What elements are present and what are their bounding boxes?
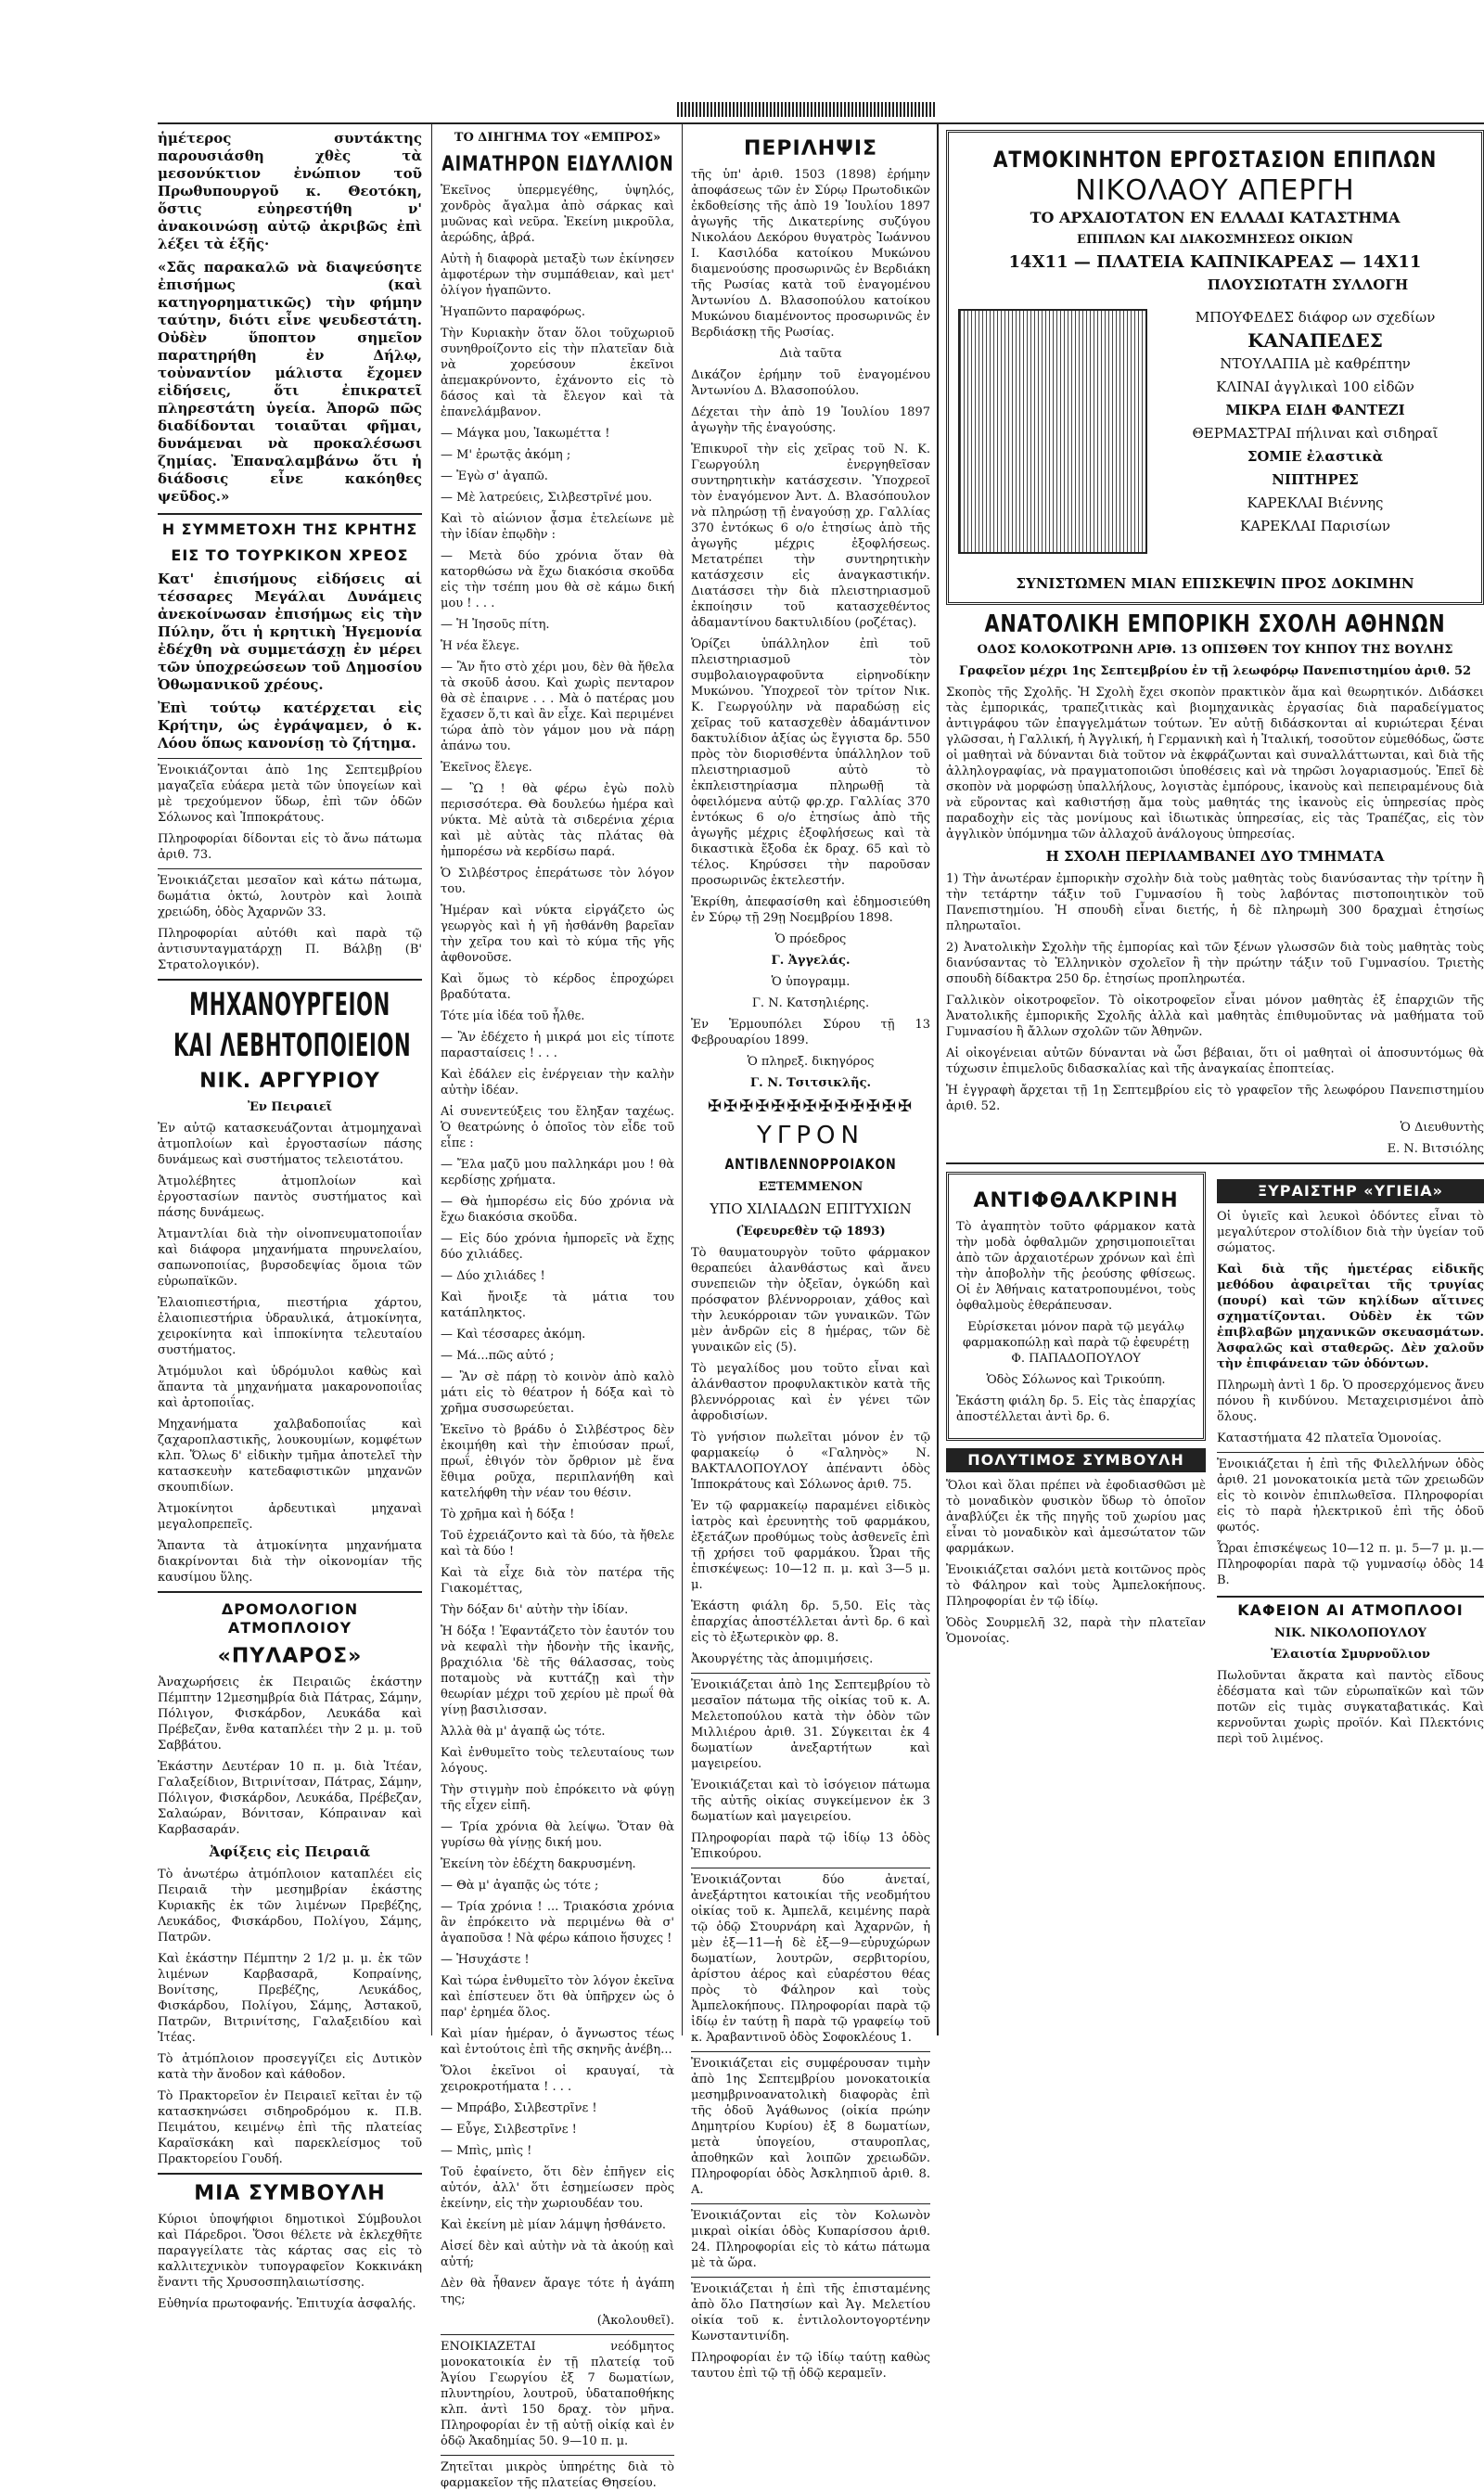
school-signature: Ὁ Διευθυντὴς [1400, 1121, 1484, 1135]
ad-text: Κύριοι ὑποψήφιοι δημοτικοὶ Σύμβουλοι καὶ Πάρεδροι. Ὅσοι θέλετε νὰ ἐκλεχθῆτε παραγγείλατε τὰς κάρτας σας εἰς τὸ καλλιτεχνικὸν τυπογραφεῖον Κοκκινάκη ἔναντι τῆς Χρυσοσπηλαιωτίσσης. [158, 2213, 422, 2290]
classified-ad: Πληροφορίαι παρὰ τῷ ἰδίῳ 13 ὁδὸς Ἐπικούρου. [691, 1831, 930, 1861]
lower-right [1217, 1172, 1484, 1753]
furniture-item: ΚΑΡΕΚΛΑΙ Βιέννης [1247, 494, 1384, 511]
furniture-item: ΜΠΟΥΦΕΔΕΣ διάφορ ων σχεδίων [1195, 309, 1436, 326]
story-text: Ἡ δόξα ! Ἐφαντάζετο τὸν ἑαυτόν του νὰ κεφαλὶ τὴν ἡδονὴν τῆς ἱκανῆς, βραχιόλια 'δὲ τῆς θάλασσας, τοὺς ποταμοὺς νὰ κυττάζῃ καὶ τὴν θεωρίαν μέχρι τοῦ χερίου μὲ πρωΐ θὰ γίνῃ βασιλισσαν. [441, 1624, 674, 1717]
ad-text: Ἐνοικιάζεται σαλόνι μετὰ κοιτῶνος πρὸς τὸ Φάληρον καὶ τοὺς Ἀμπελοκήπους. Πληροφορίαι ἐν τῷ ἰδίῳ. [946, 1563, 1206, 1609]
steamship-name: «ΠΥΛΑΡΟΣ» [217, 1645, 363, 1668]
story-text: Ἐκεῖνος ὑπερμεγέθης, ὑψηλός, χονδρὸς ἄγαλμα ἀπὸ σάρκας καὶ μυῶνας καὶ νεῦρα. Ἐκείνη μικροῦλα, ἀερώδης, ἁβρά. [441, 184, 674, 245]
cabinet-illustration [958, 309, 1147, 554]
furniture-item: ΘΕΡΜΑΣΤΡΑΙ πήλιναι καὶ σιδηραῖ [1192, 425, 1439, 442]
story-text: Καὶ ἐνθυμεῖτο τοὺς τελευταίους των λόγους. [441, 1746, 674, 1776]
story-text: Τὴν Κυριακὴν ὅταν ὅλοι τοῦχωριοῦ συνηθροίζοντο εἰς τὴν πλατεῖαν διὰ νὰ χορεύσουν ἐκεῖνοι ἀπεμακρύνοντο, ἐχάνοντο εἰς τὸ δάσος καὶ τὰ ἔλεγον καὶ τὰ ἐπανελάμβανον. [441, 327, 674, 419]
column-4 [946, 130, 1484, 2041]
ad-text: Εὐθηνία πρωτοφανής. Ἐπιτυχία ἀσφαλής. [158, 2297, 416, 2311]
ad-text: Ὁδὸς Σόλωνος καὶ Τρικούπη. [986, 1373, 1166, 1387]
furniture-heading: ΑΤΜΟΚΙΝΗΤΟΝ ΕΡΓΟΣΤΑΣΙΟΝ ΕΠΙΠΛΩΝ [992, 147, 1438, 173]
classified-ad: Ἐνοικιάζεται ἡ ἐπὶ τῆς Φιλελλήνων ὁδὸς ἀριθ. 21 μονοκατοικία μετὰ τῶν χρειωδῶν εἰς τὸ κοινὸν ἐπιπλωθεῖσα. Πληροφορίαι εἰς τὸ παρὰ ἠλεκτρικοῦ ἐπὶ τῆς ὁδοῦ φωτός. [1217, 1452, 1484, 1535]
furniture-items [1162, 309, 1468, 541]
column-rule [431, 124, 432, 2035]
school-heading: ΑΝΑΤΟΛΙΚΗ ΕΜΠΟΡΙΚΗ ΣΧΟΛΗ ΑΘΗΝΩΝ [984, 610, 1446, 638]
ad-text: Τὸ μεγαλίδος μου τοῦτο εἶναι καὶ ἀλάνθαστον προφυλακτικὸν κατὰ τῆς βλεννόρροιας καὶ ἐν γένει τῶν ἀφροδισίων. [691, 1362, 930, 1423]
ad-text: Εὑρίσκεται μόνον παρὰ τῷ μεγάλῳ φαρμακοπώλῃ καὶ παρὰ τῷ ἐφευρέτῃ Φ. ΠΑΠΑΔΟΠΟΥΛΟΥ [962, 1320, 1190, 1366]
classified-ad: Ἐνοικιάζονται δύο ἀνεταί, ἀνεξάρτητοι κατοικίαι τῆς νεοδμήτου οἰκίας τοῦ κ. Ἀμπελᾶ, κειμένης παρὰ τῷ ὁδῷ Στουρνάρη καὶ Ἀχαρνῶν, ἡ μὲν ἐξ—11—ἡ δὲ ἐξ—9—εὐρυχώρων δωματίων, λουτρῶν, σερβιτορίου, ἀρίστου ἀέρος καὶ εὐαρέστου θέας πρὸς τὸ Φάληρον καὶ τοὺς Ἀμπελοκήπους. Πληροφορίαι παρὰ τῷ ἰδίῳ ἐν ταύτῃ ἢ παρὰ τῷ γραφείῳ τοῦ κ. Ἀραβαντινοῦ ὁδὸς Σοφοκλέους 1. [691, 1868, 930, 2046]
school-text: 2) Ἀνατολικὴν Σχολὴν τῆς ἐμπορίας καὶ τῶν ξένων γλωσσῶν διὰ τοὺς μαθητὰς τοὺς διανύσαντας τὸ Ἑλληνικὸν σχολεῖον ἢ τὴν πρώτην τάξιν τοῦ Γυμνασίου. Τριετὴς σπουδὴ δίδακτρα 250 δρ. ἐτησίως προπληρωτέα. [946, 941, 1484, 986]
ad-text: Τὸ Πρακτορεῖον ἐν Πειραιεῖ κεῖται ἐν τῷ κατασκηνώσει σιδηροδρόμου κ. Π.Β. Πειμάτου, κειμένῳ ἐπὶ τῆς πλατείας Καραϊσκάκη καὶ παρεκλείσμος τοῦ Πρακτορείου Γουδή. [158, 2089, 422, 2166]
eye-heading: ΑΝΤΙΦΘΑΛΚΡΙΝΗ [973, 1189, 1179, 1213]
ad-text: Τὸ ἀγαπητὸν τοῦτο φάρμακον κατὰ τὴν μοδὰ ὀφθαλμῶν χρησιμοποιεῖται ἀπὸ τῶν ἀρχαιοτέρων χρόνων καὶ ἐπὶ τὴν ἀποβολὴν τῆς ῥεούσης φθίσεως. Οἱ ἐν Ἀθήναις κατατροπουμένοι, τοὺς ὀφθαλμοὺς ἐθεράπευσαν. [956, 1220, 1196, 1313]
classified-ad: Ἐνοικιάζονται ἀπὸ 1ης Σεπτεμβρίου μαγαζεῖα εὐάερα μετὰ τῶν ὑπογείων καὶ μὲ τρεχούμενον ὕδωρ, ἐπὶ τῶν ὁδῶν Σόλωνος καὶ Ἱπποκράτους. [158, 758, 422, 826]
ad-text: Ἐλαιοπιεστήρια, πιεστήρια χάρτου, ἐλαιοπιεστήρια ὑδραυλικά, ἀτμοκίνητα, χειροκίνητα καὶ ἱπποκίνητα τελευταίου συστήματος. [158, 1296, 422, 1357]
story-dialog: — Μάγκα μου, Ἰακωμέττα ! [441, 427, 610, 441]
story-text: Καὶ ὅμως τὸ κέρδος ἐπροχώρει βραδύτατα. [441, 972, 674, 1002]
furniture-ad [946, 130, 1484, 605]
story-text: Ἐκείνη τὸν ἐδέχτη δακρυσμένη. [441, 1857, 636, 1871]
school-text: Ἡ ἐγγραφὴ ἄρχεται τῇ 1ῃ Σεπτεμβρίου εἰς τὸ γραφεῖον τῆς λεωφόρου Πανεπιστημίου ἀριθ. 52. [946, 1084, 1484, 1113]
ad-text: Καταστήματα 42 πλατεῖα Ὁμονοίας. [1217, 1432, 1442, 1445]
pharmacy-ad [691, 1124, 930, 1667]
story-text: Καὶ ἐδάλεν εἰς ἐνέργειαν τὴν καλὴν αὐτὴν ἰδέαν. [441, 1068, 674, 1098]
story-text: Αἰσεί δὲν καὶ αὐτὴν νὰ τὰ ἀκούῃ καὶ αὐτή; [441, 2240, 674, 2269]
story-text: Ἡ νέα ἔλεγε. [441, 639, 520, 653]
story-dialog: — Ἐγὼ σ' ἀγαπῶ. [441, 469, 548, 483]
story-text: Καὶ τὰ εἶχε διὰ τὸν πατέρα τῆς Γιακομέττας, [441, 1566, 674, 1596]
masthead-strip [677, 102, 937, 117]
pharmacy-sub: ΥΠΟ ΧΙΛΙΑΔΩΝ ΕΠΙΤΥΧΙΩΝ [710, 1201, 912, 1217]
ad-text: Ἀτμολέβητες ἀτμοπλοίων καὶ ἐργοστασίων παντὸς συστήματος καὶ πάσης δυνάμεως. [158, 1175, 422, 1220]
ad-text: Ἀναχωρήσεις ἐκ Πειραιῶς ἑκάστην Πέμπτην 12μεσημβρία διὰ Πάτρας, Σάμην, Πόλιγον, Φισκάρδον, Λευκάδα καὶ Πρέβεζαν, ἔνθα καταπλέει τὴν 2 μ. μ. τοῦ Σαββάτου. [158, 1676, 422, 1753]
ad-text: Ἀτμοκίνητοι ἀρδευτικαὶ μηχαναὶ μεγαλοπρεπεῖς. [158, 1502, 422, 1532]
story-continued: (Ἀκολουθεῖ). [596, 2314, 674, 2328]
heading-crete: Η ΣΥΜΜΕΤΟΧΗ ΤΗΣ ΚΡΗΤΗΣ [158, 513, 422, 539]
ad-text: Πωλοῦνται ἄκρατα καὶ παντὸς εἴδους ἐδέσματα καὶ τῶν εὐρωπαϊκῶν καὶ τῶν ποτῶν εἰς τιμὰς συγκαταβατικάς. Καὶ κερνοῦνται χωρὶς προϊόν. Καὶ Πλεκτόνις περὶ τοῦ λιμένος. [1217, 1669, 1484, 1746]
ad-text: Πληρωμὴ ἀντὶ 1 δρ. Ὁ προσερχόμενος ἄνευ πόνου ἢ κινδύνου. Μεταχειρισμένοι ἀπὸ ὅλους. [1217, 1379, 1484, 1424]
school-text: Γαλλικὸν οἰκοτροφεῖον. Τὸ οἰκοτροφεῖον εἶναι μόνον μαθητὰς ἐξ ἐπαρχιῶν τῆς Ἀνατολικῆς ἐμπορικῆς Σχολῆς ἀλλὰ καὶ μαθητὰς ἐπιθυμοῦντας νὰ μαθήματα τοῦ Γυμνασίου ἢ ἄλλων σχολῶν τῶν Ἀθηνῶν. [946, 994, 1484, 1039]
summary-heading: ΠΕΡΙΛΗΨΙΣ [743, 137, 878, 161]
story-text: Καὶ ἤνοιξε τὰ μάτια του κατάπληκτος. [441, 1290, 674, 1320]
legal-signature: Γ. Ν. Τσιτσικλῆς. [749, 1076, 872, 1090]
story-text: — Ὢ ! θὰ φέρω ἐγὼ πολὺ περισσότερα. Θὰ δουλεύω ἡμέρα καὶ νύκτα. Μὲ αὐτὰ τὰ σιδερένια χέρια καὶ μὲ αὐτὰς τὰς πλάτας θὰ ἠμπορέσω νὰ κερδίσω παρά. [441, 782, 674, 859]
ad-text: Ἐν τῷ φαρμακείῳ παραμένει εἰδικὸς ἰατρὸς καὶ ἐρευνητὴς τοῦ φαρμάκου, ἐξετάζων προθύμως τοὺς ἀσθενεῖς ἐπὶ τῇ χρήσει τοῦ φαρμάκου. Ὧραι τῆς ἐπισκέψεως: 10—12 π. μ. καὶ 3—5 μ. μ. [691, 1499, 930, 1592]
legal-text: Ὁρίζει ὑπάλληλον ἐπὶ τοῦ πλειστηριασμοῦ τὸν συμβολαιογραφοῦντα εἰρηνοδίκην Μυκώνου. Ὑποχρεοῖ τὸν τρίτον Νικ. Κ. Γεωργούλην νὰ παραδώσῃ εἰς χεῖρας τοῦ κατασχεθὲν ἀδαμάντινον δακτυλίδιον ἀξίας ὡς ἔγγιστα δρ. 550 πρὸς τὸν διορισθέντα ὑπάλληλον τοῦ πλειστηριασμοῦ αὐτὸ τὸ ἐκπλειστηρίασμα πληρωθῇ τὰ ὀφειλόμενα αὐτῷ φρ.χρ. Γαλλίας 370 ἐντόκως 6 ο/ο ἐτησίως ἀπὸ τῆς ἀγωγῆς μέχρις ἐξοφλήσεως καὶ τὰ δικαστικὰ ἔξοδα ἐκ δραχ. 65 καὶ τὸ τέλος. Κηρύσσει τὴν παροῦσαν προσωρινῶς ἐκτελεστήν. [691, 637, 930, 888]
school-ad [946, 612, 1484, 1157]
story-text: Τὴν στιγμὴν ποὺ ἐπρόκειτο νὰ φύγῃ τῆς εἶχεν εἰπῆ. [441, 1783, 674, 1813]
classified-ad: Ἐνοικιάζονται εἰς τὸν Κολωνὸν μικραὶ οἰκίαι ὁδὸς Κυπαρίσσου ἀριθ. 24. Πληροφορίαι εἰς τὸ κάτω πάτωμα μὲ τὰ ὥρα. [691, 2203, 930, 2271]
story-text: — Μπὶς, μπὶς ! [441, 2144, 532, 2158]
ad-text: Τὸ ἀνωτέρω ἀτμόπλοιον καταπλέει εἰς Πειραιᾶ τὴν μεσημβρίαν ἑκάστης Κυριακῆς ἐκ τῶν λιμένων Πρεβέζης, Λευκάδος, Φισκάρδου, Πολίγου, Σάμης, Πατρῶν. [158, 1868, 422, 1945]
legal-text: Διὰ ταῦτα [779, 347, 842, 361]
legal-text: Ὁ ὑπογραμμ. [771, 975, 851, 989]
story-text: Αὐτὴ ἡ διαφορὰ μεταξὺ των ἐκίνησεν ἀμφοτέρων τὴν συμπάθειαν, καὶ μετ' ὀλίγον ἠγαπῶντο. [441, 252, 674, 298]
ad-text: Ἅπαντα τὰ ἀτμοκίνητα μηχανήματα διακρίνονται διὰ τὴν οἰκονομίαν τῆς καυσίμου ὕλης. [158, 1539, 422, 1585]
story-heading: ΑΙΜΑΤΗΡΟΝ ΕΙΔΥΛΛΙΟΝ [441, 153, 674, 176]
furniture-item: ΚΑΡΕΚΛΑΙ Παρισίων [1239, 518, 1391, 534]
ad-text: Ὅλοι καὶ ὅλαι πρέπει νὰ ἐφοδιασθῶσι μὲ τὸ μοναδικὸν φυσικὸν ὕδωρ τὸ ὁποῖον ἀναβλύζει ἐκ τῆς πηγῆς τοῦ χωρίου μας εἶναι τὸ μοναδικὸν καὶ ἀμεσώτατον τῶν φαρμάκων. [946, 1479, 1206, 1556]
ad-text: Ἀτμαντλίαι διὰ τὴν οἰνοπνευματοποιΐαν καὶ διάφορα μηχανήματα πηρυνελαίου, σαπωνοποιίας, βυρσοδεψίας ὅμοια τῶν εὐρωπαϊκῶν. [158, 1227, 422, 1289]
story-text: — Εἰς δύο χρόνια ἠμπορεῖς νὰ ἔχῃς δύο χιλιάδες. [441, 1232, 674, 1262]
story-text: Ἀλλὰ θὰ μ' ἀγαπᾷ ὡς τότε. [441, 1725, 606, 1739]
story-text: Ὅλοι ἐκεῖνοι οἱ κραυγαί, τὰ χειροκροτήματα ! . . . [441, 2064, 674, 2094]
lower-ads [946, 1162, 1484, 1746]
cafe-heading: ΚΑΦΕΙΟΝ ΑΙ ΑΤΜΟΠΛΟΟΙ [1217, 1596, 1484, 1620]
story-text: Καὶ τώρα ἐνθυμεῖτο τὸν λόγον ἐκεῖνα καὶ ἐπίστευεν ὅτι θὰ ὑπῆρχεν ὡς ὁ παρ' ἐρημέα ὅλος. [441, 1974, 674, 2020]
story-text: — Μετὰ δύο χρόνια ὅταν θὰ κατορθώσω νὰ ἔχω διακόσια σκοῦδα εἰς τὴν τσέπη μου θὰ σὲ κάμω δική μου ! . . . [441, 549, 674, 610]
legal-text: Ὁ πρόεδρος [774, 932, 847, 946]
story-text: — Καὶ τέσσαρες ἀκόμη. [441, 1328, 586, 1342]
legal-text: Ἐκρίθη, ἀπεφασίσθη καὶ ἐδημοσιεύθη ἐν Σύρῳ τῇ 29ῃ Νοεμβρίου 1898. [691, 895, 930, 925]
classified-ad: Ἐνοικιάζεται καὶ τὸ ἰσόγειον πάτωμα τῆς αὐτῆς οἰκίας συγκείμενον ἐκ 3 δωματίων καὶ μαγειρείου. [691, 1778, 930, 1824]
school-text: 1) Τὴν ἀνωτέραν ἐμπορικὴν σχολὴν διὰ τοὺς μαθητὰς τοὺς διανύσαντας τὴν τρίτην ἢ τὴν τετάρτην τάξιν τοῦ Γυμνασίου ἢ τοὺς λαβόντας πιστοποιητικὸν τοῦ Πανεπιστημίου. Ἡ σπουδὴ εἶναι διετής, ἡ δὲ πληρωμὴ 300 δραχμαὶ ἐτησίως πληρωταῖοι. [946, 872, 1484, 933]
pharmacy-sub: ΕΞΤΕΜΜΕΝΟΝ [758, 1180, 864, 1194]
pharmacy-product: ΑΝΤΙΒΛΕΝΝΟΡΡΟΙΑΚΟΝ [724, 1155, 897, 1173]
story-text: — Μά...πῶς αὐτό ; [441, 1349, 555, 1363]
steamship-heading: ΔΡΟΜΟΛΟΓΙΟΝ ΑΤΜΟΠΛΟΙΟΥ [221, 1600, 359, 1637]
story-text: — Ἡσυχάστε ! [441, 1953, 530, 1967]
classified-ad: Πληροφορίαι ἐν τῷ ἰδίῳ ταύτῃ καθὼς ταυτου ἐπὶ τῷ τῇ ὁδῷ κεραμεῖν. [691, 2351, 930, 2381]
ad-text: Ἑκάστη φιάλη δρ. 5,50. Εἰς τὰς ἐπαρχίας ἀποστέλλεται ἀντὶ δρ. 6 καὶ εἰς τὸ ἐξωτερικὸν φρ. 8. [691, 1599, 930, 1645]
classified-ad: Ὧραι ἐπισκέψεως 10—12 π. μ. 5—7 μ. μ.—Πληροφορίαι παρὰ τῷ γυμνασίῳ ὁδὸς 14 Β. [1217, 1542, 1484, 1587]
ad-text: Τὸ θαυματουργὸν τοῦτο φάρμακον θεραπεύει ἀλανθάστως καὶ ἄνευ συνεπειῶν τὴν ὀξεῖαν, ὀγκώδη καὶ πρόσφατον βλέννορροιαν, χάθος καὶ τὴν λευκόρροιαν τῶν γυναικῶν. Τῶν μὲν ἀνδρῶν εἰς 8 ἡμέρας, τῶν δὲ γυναικῶν εἰς (5). [691, 1246, 930, 1355]
newspaper-page [158, 102, 1484, 2490]
pharmacy-heading: ΥΓΡΟΝ [757, 1122, 864, 1149]
ad-text: Ἐν αὐτῷ κατασκευάζονται ἀτμομηχαναὶ ἀτμοπλοίων καὶ ἐργοστασίων πάσης δυνάμεως καὶ συστήματος τελειοτάτου. [158, 1122, 422, 1167]
story-text: Ἐκεῖνο τὸ βράδυ ὁ Σιλβέστρος δὲν ἐκοιμήθη καὶ τὴν ἐπιούσαν πρωΐ, πρωΐ, ἐθιγόν τὸν ὄρθριον μὲ ἕνα ἔθιμα ροῦχα, περιπλανήθη καὶ κατελήφθη τὴν νέαν του θέσιν. [441, 1423, 674, 1500]
story-text: — Τρία χρόνια θὰ λείψω. Ὅταν θὰ γυρίσω θὰ γίνῃς δική μου. [441, 1820, 674, 1850]
classified-ad: Ἐνοικιάζεται ἡ ἐπὶ τῆς ἐπισταμένης ἀπὸ ὅλο Πατησίων καὶ Ἁγ. Μελετίου οἰκία τοῦ κ. ἐντιλολοντογορτένην Κωνσταντινίδη. [691, 2277, 930, 2344]
engineering-heading: ΜΗΧΑΝΟΥΡΓΕΙΟΝ [189, 986, 390, 1023]
lower-left [946, 1172, 1206, 1652]
story-text: — Ἡ Ἰησοῦς πίτη. [441, 618, 550, 632]
story-text: — Ἂν σὲ πάρῃ τὸ κοινὸν ἀπὸ καλὸ μάτι εἰς τὸ θέατρον ἡ δόξα καὶ τὸ χρῆμα συσσωρεύεται. [441, 1370, 674, 1416]
pharmacy-sub: (Ἐφευρεθὲν τῷ 1893) [736, 1225, 886, 1239]
classified-ad: Ζητεῖται μικρὸς ὑπηρέτης διὰ τὸ φαρμακεῖον τῆς πλατείας Θησείου. [441, 2455, 674, 2491]
school-signature: Ε. Ν. Βιτσιόλης [1387, 1142, 1484, 1156]
school-office: Γραφεῖον μέχρι 1ης Σεπτεμβρίου ἐν τῇ λεωφόρῳ Πανεπιστημίου ἀριθ. 52 [958, 664, 1472, 678]
story-dialog: — Μὲ λατρεύεις, Σιλβεστρῖνέ μου. [441, 491, 653, 505]
story-text: Ἡμέραν καὶ νύκτα εἰργάζετο ὡς γεωργὸς καὶ ἡ γῆ ἠσθάνθη βαρεῖαν τὴν χεῖρα του καὶ τὸ κύμα τῆς γῆς ἀφθονοῦσε. [441, 904, 674, 965]
engineering-heading-sub: ΚΑΙ ΛΕΒΗΤΟΠΟΙΕΙΟΝ [173, 1027, 412, 1064]
heading-crete-sub: ΕΙΣ ΤΟ ΤΟΥΡΚΙΚΟΝ ΧΡΕΟΣ [171, 546, 409, 564]
article-text: Κατ' ἐπισήμους εἰδήσεις αἱ τέσσαρες Μεγάλαι Δυνάμεις ἀνεκοίνωσαν ἐπισήμως εἰς τὴν Πύλην, ὅτι ἡ κρητικὴ Ἡγεμονία ἐδέχθη νὰ συμμετάσχῃ ἐν μέρει τῶν ὑποχρεώσεων τοῦ Δημοσίου Ὀθωμανικοῦ χρέους. [158, 571, 422, 693]
cafe-sub: Ἐλαιοτία Σμυρνοῦλιον [1271, 1648, 1430, 1662]
advice2-heading: ΠΟΛΥΤΙΜΟΣ ΣΥΜΒΟΥΛΗ [946, 1448, 1206, 1472]
column-3 [691, 130, 930, 2381]
story-text: Τότε μία ἰδέα τοῦ ἦλθε. [441, 1009, 585, 1023]
column-1 [158, 130, 422, 2311]
story-text: Τὸ χρῆμα καὶ ἡ δόξα ! [441, 1508, 575, 1522]
engineering-owner: ΝΙΚ. ΑΡΓΥΡΙΟΥ [199, 1070, 380, 1093]
story-text: — Ἔλα μαζῦ μου παλληκάρι μου ! θὰ κερδίσῃς χρήματα. [441, 1158, 674, 1188]
school-text: Σκοπὸς τῆς Σχολῆς. Ἡ Σχολὴ ἔχει σκοπὸν πρακτικὸν ἅμα καὶ θεωρητικόν. Διδάσκει τὰς ἐμπορικάς, τραπεζιτικὰς καὶ βιομηχανικὰς ἐργασίας διὰ παραδείγματος ἀντιγράφου τῶν ἐπαγγελμάτων τούτων. Ἐν αὐτῇ διδάσκονται αἱ κυριώτεραι ξέναι γλῶσσαι, ἡ Γαλλική, ἡ Ἀγγλική, ἡ Γερμανικὴ καὶ ἡ Ἰταλική, τοσοῦτον εὐμεθόδως, ὥστε οἱ μαθηταὶ νὰ δύνανται διὰ τοῦτον νὰ ἐκφράζωνται καὶ συναλλάττωνται, καὶ διὰ τῆς ἀλληλογραφίας, νὰ πραγματοποιῶσι ὑποθέσεις καὶ νὰ τηρῶσι λογαριασμούς. Ἐπεῖ δὲ σκοπὸν νὰ μορφώσῃ ὑπαλλήλους, λογιστὰς ἐμπόρους, ἱκανοὺς καὶ πεπειραμένους διὰ νὰ εὕροντας καὶ καθιστήσῃ ἄμα τοὺς μαθητάς της ἱκανοὺς εἰς ὑπηρεσίας πρὸς παραδοχὴν εἰς τὰς μονίμους καὶ ἰδιωτικὰς ὑπηρεσίας, εἰς τὰς Τραπέζας, εἰς τὸν ἀγγλικὸν ὑπόμνημα τῶν ἀλλαχοῦ ἀνάλογους ὑπηρεσίας. [946, 686, 1484, 841]
advice2-ad [946, 1448, 1206, 1647]
legal-text: Ὁ πληρεξ. δικηγόρος [747, 1055, 875, 1069]
advice-ad [158, 2173, 422, 2312]
arrivals-heading: Ἀφίξεις εἰς Πειραιᾶ [209, 1843, 371, 1860]
ad-text: Ἀκουργέτης τὰς ἀπομιμήσεις. [691, 1652, 874, 1666]
school-subheading: Η ΣΧΟΛΗ ΠΕΡΙΛΑΜΒΑΝΕΙ ΔΥΟ ΤΜΗΜΑΤΑ [1045, 848, 1385, 865]
quote-text: «Σᾶς παρακαλῶ νὰ διαψεύσητε ἐπισήμως (καὶ κατηγορηματικῶς) τὴν φήμην ταύτην, διότι εἶνε ψευδεστάτη. Οὐδὲν ὕποπτον σημεῖον παρατηρήθη ἐν Δήλῳ, τοὐναντίον μάλιστα ἔχομεν εἰδήσεις, ὅτι ἐπικρατεῖ πληρεστάτη ὑγεία. Ἀπορῶ πῶς διαδίδονται τοιαῦται φῆμαι, δυνάμεναι νὰ προκαλέσωσι ζημίας. Ἐπαναλαμβάνω ὅτι ἡ διάδοσις εἶνε κακόηθες ψεῦδος.» [158, 259, 422, 505]
ad-text: Ἑκάστη φιάλη δρ. 5. Εἰς τὰς ἐπαρχίας ἀποστέλλεται ἀντὶ δρ. 6. [956, 1394, 1196, 1424]
story-text: Τοῦ ἐχρειάζοντο καὶ τὰ δύο, τὰ ἤθελε καὶ τὰ δύο ! [441, 1529, 674, 1559]
eye-ad [946, 1172, 1206, 1441]
story-text: Καὶ ἐκείνη μὲ μίαν λάμψη ἠσθάνετο. [441, 2218, 667, 2232]
story-text: Καὶ μίαν ἡμέραν, ὁ ἄγνωστος τέως καὶ ἐντούτοις ἐπὶ τῆς σκηνῆς ἀνέβη... [441, 2027, 674, 2057]
legal-signature: Γ. Ν. Κατσηλιέρης. [751, 996, 870, 1010]
legal-text: Δικάζον ἐρήμην τοῦ ἐναγομένου Ἀντωνίου Δ. Βλασοπούλου. [691, 368, 930, 398]
engineering-place: Ἐν Πειραιεῖ [247, 1100, 333, 1114]
classified-ad: Πληροφορίαι δίδονται εἰς τὸ ἄνω πάτωμα ἀριθ. 73. [158, 832, 422, 862]
legal-text: τῆς ὑπ' ἀριθ. 1503 (1898) ἐρήμην ἀποφάσεως τῶν ἐν Σύρῳ Πρωτοδικῶν ἐκδοθείσης τῆς ἀπὸ 19 Ἰουλίου 1897 ἀγωγῆς τῆς Δικατερίνης συζύγου Νικολάου Δεκόρου θυγατρὸς Ἰωάννου Ι. Κασιλόδα κατοίκου Μυκώνου διαμενούσης προσωρινῶς ἐν Βερδιάκη τῆς Ρωσίας κατὰ τοῦ ἐναγομένου Ἀντωνίου Δ. Βλασοπούλου κατοίκου Μυκώνου διαμένοντος προσωρινῶς ἐν Βερδιάσκῃ τῆς Ρωσίας. [691, 168, 930, 340]
story-text: Δὲν θὰ ἦθανεν ἄραγε τότε ἡ ἀγάπη της; [441, 2277, 674, 2306]
furniture-sub: ΕΠΙΠΛΩΝ ΚΑΙ ΔΙΑΚΟΣΜΗΣΕΩΣ ΟΙΚΙΩΝ [1077, 233, 1353, 247]
legal-signature: Γ. Ἀγγελάς. [771, 954, 851, 968]
ad-text: Καὶ διὰ τῆς ἡμετέρας εἰδικῆς μεθόδου ἀφαιρεῖται τῆς τρυγίας (πουρί) καὶ τῶν κηλίδων αἵτινες σχηματίζονται. Οὐδὲν ἐκ τῶν ἐπιβλαβῶν μηχανικῶν σκευασμάτων. Ἀσφαλῶς καὶ σταθερῶς. Δὲν χαλοῦν τὴν ἐπιφάνειαν τῶν ὀδόντων. [1217, 1263, 1484, 1371]
story-text: Ὁ Σιλβέστρος ἐπεράτωσε τὸν λόγον του. [441, 867, 674, 896]
ornament-divider: ✠✠✠✠✠✠✠✠✠✠✠✠✠ [707, 1097, 915, 1116]
story-text: — Μπράβο, Σιλβεστρῖνε ! [441, 2101, 597, 2115]
furniture-item: ΚΛΙΝΑΙ ἀγγλικαὶ 100 εἰδῶν [1216, 379, 1414, 395]
ad-text: Μηχανήματα χαλβαδοποιΐας καὶ ζαχαροπλαστικῆς, λουκουμίων, κομφέτων κλπ. Ὅλως δ' εἰδικὴν τμῆμα ἀποτελεῖ τὴν κατασκευὴν κατεδαφιστικῶν μηχανῶν σκουπιδίων. [158, 1418, 422, 1495]
furniture-item: ΝΙΠΤΗΡΕΣ [1272, 471, 1359, 488]
intro-text: ἡμέτερος συντάκτης παρουσιάσθη χθὲς τὰ μεσονύκτιον ἐνώπιον τοῦ Πρωθυπουργοῦ κ. Θεοτόκη, ὅστις εὐηρεστήθη ν' ἀνακοινώσῃ αὐτῷ ἀκριβῶς ἐπὶ λέξει τὰ ἑξῆς· [158, 130, 422, 252]
story-text: Αἱ συνεντεύξεις του ἔληξαν ταχέως. Ὁ θεατρώνης ὁ ὁποῖος τὸν εἶδε τοῦ εἶπε : [441, 1105, 674, 1150]
furniture-address: 14Χ11 — ΠΛΑΤΕΙΑ ΚΑΠΝΙΚΑΡΕΑΣ — 14Χ11 [1008, 252, 1422, 272]
top-rule [158, 122, 1484, 124]
classified-ad: Ἐνοικιάζεται μεσαῖον καὶ κάτω πάτωμα, δωμάτια ὀκτώ, λουτρὸν καὶ λοιπὰ χρειώδη, ὁδὸς Ἀχαρνῶν 33. [158, 868, 422, 920]
story-text: — Εὖγε, Σιλβεστρῖνε ! [441, 2123, 577, 2137]
engineering-ad [158, 979, 422, 1586]
furniture-owner: ΝΙΚΟΛΑΟΥ ΑΠΕΡΓΗ [1075, 174, 1355, 207]
story-text: Τοῦ ἐφαίνετο, ὅτι δὲν ἐπῆγεν εἰς αὐτόν, ἀλλ' ὅτι ἐσημείωσεν πρὸς ἐκείνην, εἰς τὴν χωριουδέαν του. [441, 2165, 674, 2211]
story-kicker: ΤΟ ΔΙΗΓΗΜΑ ΤΟΥ «ΕΜΠΡΟΣ» [454, 131, 661, 145]
furniture-item: ΜΙΚΡΑ ΕΙΔΗ ΦΑΝΤΕΖΙ [1225, 402, 1405, 418]
classified-ad: Ἐνοικιάζεται εἰς συμφέρουσαν τιμὴν ἀπὸ 1ης Σεπτεμβρίου μονοκατοικία μεσημβρινοανατολικὴ διαφορὰς ἐπὶ τῆς ὁδοῦ Ἀγάθωνος (οἰκία πρώην Δημητρίου Κυρίου) ἐξ 8 δωματίων, μετὰ ὑπογείου, σταυροπλας, ἀποθηκῶν καὶ λοιπῶν χρειωδῶν. Πληροφορίαι ὁδὸς Ἀσκληπιοῦ ἀριθ. 8. Α. [691, 2051, 930, 2198]
school-address: ΟΔΟΣ ΚΟΛΟΚΟΤΡΩΝΗ ΑΡΙΘ. 13 ΟΠΙΣΘΕΝ ΤΟΥ ΚΗΠΟΥ ΤΗΣ ΒΟΥΛΗΣ [977, 643, 1453, 657]
furniture-footer: ΣΥΝΙΣΤΩΜΕΝ ΜΙΑΝ ΕΠΙΣΚΕΨΙΝ ΠΡΟΣ ΔΟΚΙΜΗΝ [1016, 575, 1414, 592]
legal-text: Ἐπικυροῖ τὴν εἰς χεῖρας τοῦ Ν. Κ. Γεωργούλη ἐνεργηθεῖσαν συντηρητικὴν κατάσχεσιν. Ὑποχρεοῖ τὸν ἐναγόμενον Ἀντ. Δ. Βλασόπουλον νὰ πληρώσῃ τῇ ἐναγούσῃ χρ. Γαλλίας 370 ἐντόκως 6 ο/ο ἐτησίως ἀπὸ τῆς ἀγωγῆς μέχρις ἐξοφλήσεως. Μετατρέπει τὴν συντηρητικὴν κατάσχεσιν εἰς ἀναγκαστικήν. Διατάσσει τὴν διὰ πλειστηριασμοῦ ἐκποίησιν τοῦ κατασχεθέντος ἀδαμαντίνου δακτυλιδίου (ροζέτας). [691, 443, 930, 630]
story-text: Καὶ τὸ αἰώνιον ᾆσμα ἐτελείωνε μὲ τὴν ἰδίαν ἐπῳδὴν : [441, 512, 674, 542]
column-2 [441, 130, 674, 2490]
ad-text: Ἀτμόμυλοι καὶ ὑδρόμυλοι καθὼς καὶ ἅπαντα τὰ μηχανήματα μακαρονοποιΐας καὶ ἀρτοποιΐας. [158, 1365, 422, 1410]
classified-ad: Πληροφορίαι αὐτόθι καὶ παρὰ τῷ ἀντισυνταγματάρχῃ Π. Βάλβῃ (Β' Στρατολογικόν). [158, 927, 422, 972]
story-text: Τὴν δόξαν δι' αὐτὴν τὴν ἰδίαν. [441, 1603, 629, 1617]
furniture-item: ΚΑΝΑΠΕΔΕΣ [1247, 329, 1383, 352]
ad-text: Τὸ ἀτμόπλοιον προσεγγίζει εἰς Δυτικὸν κατὰ τὴν ἄνοδον καὶ κάθοδον. [158, 2052, 422, 2082]
advice-heading: ΜΙΑ ΣΥΜΒΟΥΛΗ [194, 2182, 386, 2205]
ad-text: Τὸ γνήσιον πωλεῖται μόνον ἐν τῷ φαρμακείῳ ὁ «Γαληνὸς» Ν. ΒΑΚΤΑΛΟΠΟΥΛΟΥ ἀπέναντι ὁδὸς Ἱπποκράτους καὶ Σόλωνος ἀριθ. 75. [691, 1431, 930, 1492]
story-text: Ἠγαπῶντο παραφόρως. [441, 305, 586, 319]
column-rule [937, 124, 939, 2035]
cafe-owner: ΝΙΚ. ΝΙΚΟΛΟΠΟΥΛΟΥ [1274, 1626, 1426, 1640]
furniture-sub: ΠΛΟΥΣΙΩΤΑΤΗ ΣΥΛΛΟΓΗ [1207, 276, 1409, 293]
ad-text: Ὁδὸς Σουρμελῆ 32, παρὰ τὴν πλατεῖαν Ὁμονοίας. [946, 1616, 1206, 1646]
story-text: — Θὰ μ' ἀγαπᾷς ὡς τότε ; [441, 1879, 599, 1893]
school-text: Αἱ οἰκογένειαι αὐτῶν δύνανται νὰ ὦσι βέβαιαι, ὅτι οἱ μαθηταὶ οἱ ἀποσυντόμως θὰ τύχωσιν ἐπιμελοῦς διδασκαλίας καὶ τῆς ἀναγκαίας ἐποπτείας. [946, 1046, 1484, 1076]
story-text: — Ἂν ἐδέχετο ἡ μικρά μοι εἰς τίποτε παρασταίσεις ! . . . [441, 1031, 674, 1060]
article-text: Ἐπὶ τούτῳ κατέρχεται εἰς Κρήτην, ὡς ἐγράψαμεν, ὁ κ. Λόου ὅπως κανονίσῃ τὸ ζήτημα. [158, 700, 422, 751]
furniture-sub: ΤΟ ΑΡΧΑΙΟΤΑΤΟΝ ΕΝ ΕΛΛΑΔΙ ΚΑΤΑΣΤΗΜΑ [1030, 209, 1401, 226]
ad-text: Οἱ ὑγιεῖς καὶ λευκοὶ ὀδόντες εἶναι τὸ μεγαλύτερον στολίδιον διὰ τὴν ὑγείαν τοῦ σώματος. [1217, 1210, 1484, 1255]
legal-text: Ἐν Ἑρμουπόλει Σύρου τῇ 13 Φεβρουαρίου 1899. [691, 1018, 930, 1047]
furniture-item: ΝΤΟΥΛΑΠΙΑ μὲ καθρέπτην [1220, 355, 1411, 372]
column-rule [682, 124, 683, 2035]
story-text: — Θὰ ἠμπορέσω εἰς δύο χρόνια νὰ ἔχω διακόσια σκοῦδα. [441, 1195, 674, 1225]
legal-text: Δέχεται τὴν ἀπὸ 19 Ἰουλίου 1897 ἀγωγὴν τῆς ἐναγούσης. [691, 405, 930, 435]
ad-text: Καὶ ἑκάστην Πέμπτην 2 1/2 μ. μ. ἐκ τῶν λιμένων Καρβασαρᾶ, Κοπραίνης, Βονίτσης, Πρεβέζης, Λευκάδος, Φισκάρδου, Πολίγου, Σάμης, Ἀστακοῦ, Πατρῶν, Βιτρινίτσης, Γαλαξειδίου καὶ Ἰτέας. [158, 1952, 422, 2045]
furniture-item: ΣΟΜΙΕ ἐλαστικὰ [1247, 448, 1384, 465]
dental-heading: ΞΥΡΑΙΣΤΗΡ «ΥΓΙΕΙΑ» [1217, 1179, 1484, 1203]
story-text: — Τρία χρόνια ! ... Τριακόσια χρόνια ἂν ἐπρόκειτο νὰ περιμένω θὰ σ' ἀγαποῦσα ! Νὰ φέρω κάποιο ἥσυχες ! [441, 1900, 674, 1945]
story-dialog: — Μ' ἐρωτᾷς ἀκόμη ; [441, 448, 571, 462]
classified-ad: Ἐνοικιάζεται ἀπὸ 1ης Σεπτεμβρίου τὸ μεσαῖον πάτωμα τῆς οἰκίας τοῦ κ. Α. Μελετοπούλου κατὰ τὴν ὁδὸν τῶν Μιλλιέρου ἀριθ. 31. Σύγκειται ἐκ 4 δωματίων ἀνεξαρτήτων καὶ μαγειρείου. [691, 1673, 930, 1772]
story-text: — Ἂν ἤτο στὸ χέρι μου, δὲν θὰ ἤθελα τὰ σκοῦδ ἀσου. Καὶ χωρὶς πενταρον θὰ σὲ ἐπαιρνε . . . Μὰ ὁ πατέρας μου ἔχασεν ὅ,τι καὶ ἂν εἶχε. Καὶ περιμένει τώρα ἀπὸ τὸν γάμον μου νὰ πάρῃ ἀπάνω του. [441, 661, 674, 753]
story-text: — Δύο χιλιάδες ! [441, 1269, 545, 1283]
classified-ad: ΕΝΟΙΚΙΑΖΕΤΑΙ νεόδμητος μονοκατοικία ἐν τῇ πλατείᾳ τοῦ Ἁγίου Γεωργίου ἐξ 7 δωματίων, πλυντηρίου, λουτροῦ, ὑδαταποθήκης κλπ. ἀντὶ 150 δραχ. τὸν μῆνα. Πληροφορίαι ἐν τῇ αὐτῇ οἰκίᾳ καὶ ἐν ὁδῷ Ἀκαδημίας 50. 9—10 π. μ. [441, 2334, 674, 2449]
ad-text: Ἑκάστην Δευτέραν 10 π. μ. διὰ Ἰτέαν, Γαλαξείδιον, Βιτρινίτσαν, Πάτρας, Σάμην, Πόλιγον, Φισκάρδον, Λευκάδα, Πρέβεζαν, Σαλαώραν, Βόνιτσαν, Κόπραιναν καὶ Καρβασαράν. [158, 1760, 422, 1837]
story-text: Ἐκεῖνος ἔλεγε. [441, 761, 532, 775]
steamship-ad [158, 1591, 422, 2167]
